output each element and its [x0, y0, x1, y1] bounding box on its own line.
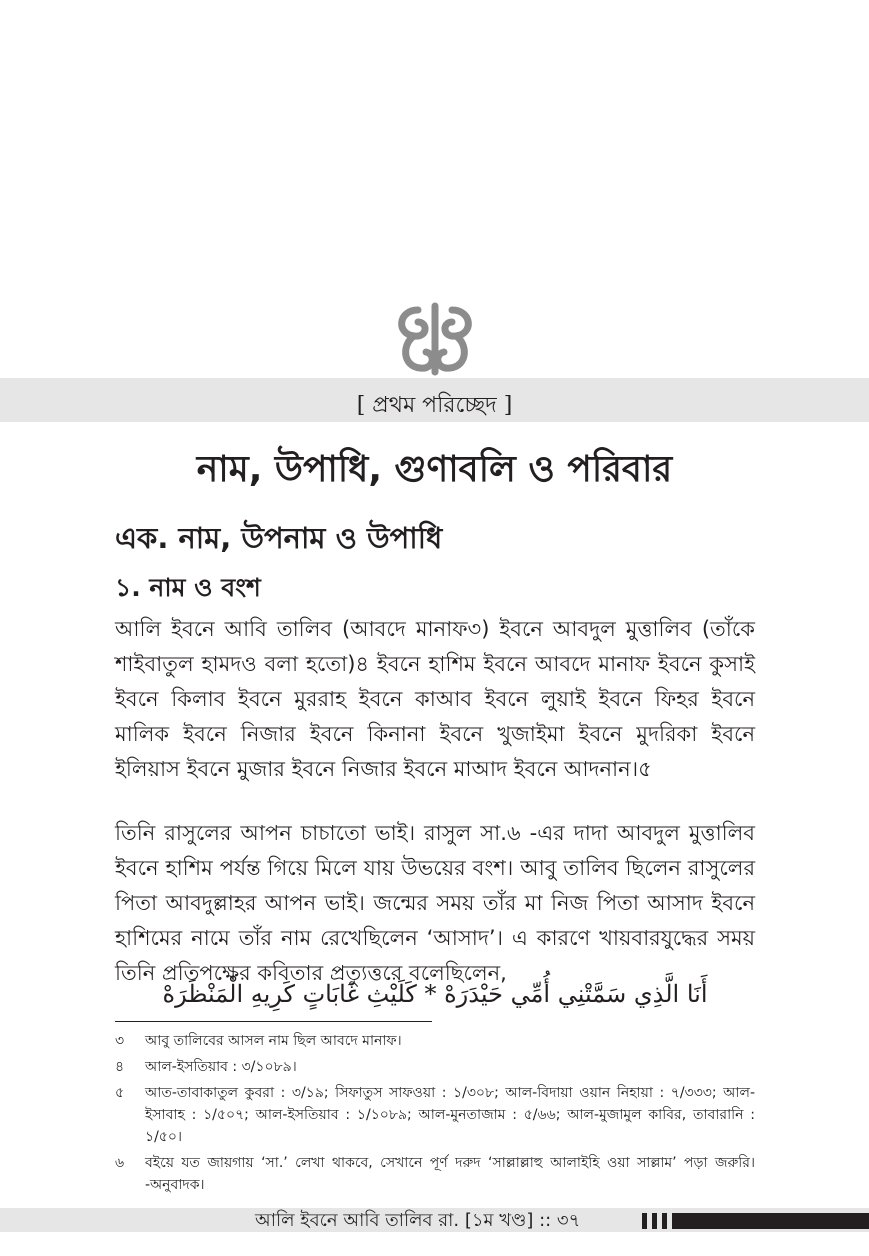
footnote-number: ৩ — [115, 1033, 125, 1049]
body-paragraph-2: তিনি রাসুলের আপন চাচাতো ভাই। রাসুল সা.৬ -এর দাদা আবদুল মুত্তালিব ইবনে হাশিম পর্যন্ত গিয়ে মিলে যায় উভয়ের বংশ। আবু তালিব ছিলেন রাসুলের পিতা আবদুল্লাহর আপন ভাই। জন্মের সময় তাঁর মা নিজ পিতা আসাদ ইবনে হাশিমের নামে তাঁর নাম রেখেছিলেন ‘আসাদ’। এ কারণে খায়বারযুদ্ধের সময় তিনি প্রতিপক্ষের কবিতার প্রত্যুত্তরে বলেছিলেন, — [115, 821, 755, 985]
footnote — [115, 1082, 755, 1148]
footnote — [115, 1056, 755, 1078]
footnote-text: বইয়ে যত জায়গায় ‘সা.’ লেখা থাকবে, সেখানে পূর্ণ দরুদ ‘সাল্লাল্লাহু আলাইহি ওয়া সাল্লাম’ পড়া জরুরি। -অনুবাদক। — [145, 1155, 755, 1193]
footnote-number: ৬ — [115, 1155, 125, 1171]
footnote-text: আত-তাবাকাতুল কুবরা : ৩/১৯; সিফাতুস সাফওয়া : ১/৩০৮; আল-বিদায়া ওয়ান নিহায়া : ৭/৩৩৩; আল-ইসাবাহ : ১/৫০৭; আল-ইসতিয়াব : ১/১০৮৯; আল-মুনতাজাম : ৫/৬৬; আল-মুজামুল কাবির, তাবারানি : ১/৫০। — [145, 1085, 755, 1145]
footer-decoration — [642, 1213, 677, 1229]
footnote — [115, 1152, 755, 1196]
footnote-text: আল-ইসতিয়াব : ৩/১০৮৯। — [145, 1059, 297, 1075]
footnote-text: আবু তালিবের আসল নাম ছিল আবদে মানাফ। — [145, 1033, 402, 1049]
footnotes — [115, 1030, 755, 1200]
section-title: এক. নাম, উপনাম ও উপাধি — [115, 521, 443, 555]
subsection-title: ১. নাম ও বংশ — [115, 573, 261, 602]
chapter-title: নাম, উপাধি, গুণাবলি ও পরিবার — [196, 449, 673, 490]
footnote-divider — [115, 1021, 432, 1022]
running-footer: আলি ইবনে আবি তালিব রা. [১ম খণ্ড] :: ৩৭ — [255, 1210, 581, 1231]
footer-decoration-bar — [676, 1213, 869, 1229]
chapter-ornament-icon — [388, 300, 482, 378]
body-paragraph-1: আলি ইবনে আবি তালিব (আবদে মানাফ৩) ইবনে আবদুল মুত্তালিব (তাঁকে শাইবাতুল হামদও বলা হতো)৪ ইবনে হাশিম ইবনে আবদে মানাফ ইবনে কুসাই ইবনে কিলাব ইবনে মুররাহ ইবনে কাআব ইবনে লুয়াই ইবনে ফিহর ইবনে মালিক ইবনে নিজার ইবনে কিনানা ইবনে খুজাইমা ইবনে মুদরিকা ইবনে ইলিয়াস ইবনে মুজার ইবনে নিজার ইবনে মাআদ ইবনে আদনান।৫ — [115, 617, 755, 781]
chapter-label: [ প্রথম পরিচ্ছেদ ] — [356, 393, 513, 418]
arabic-verse: أَنَا الَّذِي سَمَّتْنِي أُمِّي حَيْدَرَهْ * كَلَيْثِ غَابَاتٍ كَرِيهِ الْمَنْظَرَهْ — [162, 980, 708, 1008]
footnote-number: ৪ — [115, 1059, 125, 1075]
footnote-number: ৫ — [115, 1085, 125, 1101]
footnote — [115, 1030, 755, 1052]
